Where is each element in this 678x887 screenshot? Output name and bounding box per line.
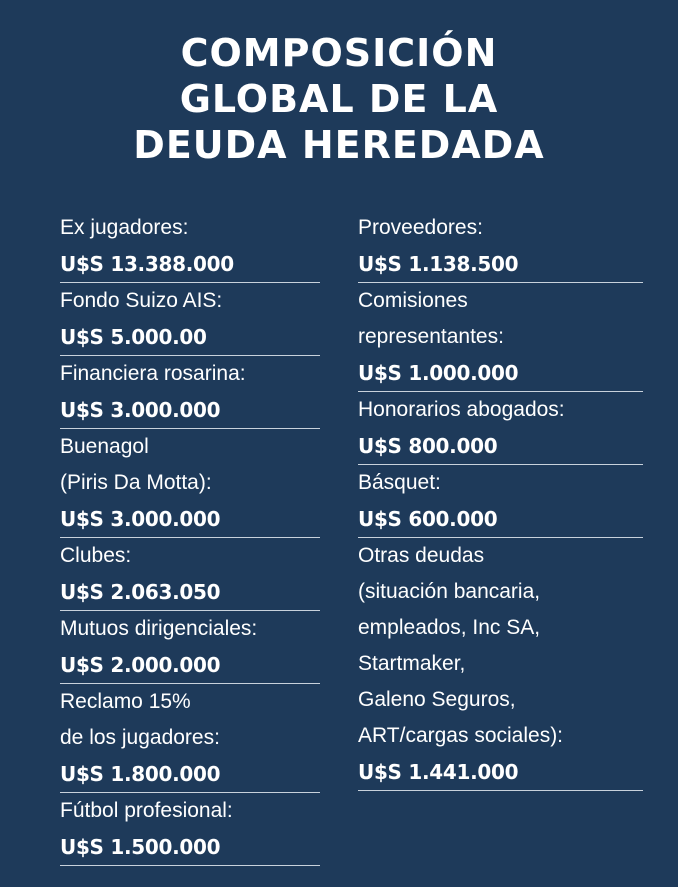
debt-item-futbol-profesional: [60, 793, 320, 866]
debt-label-line: Reclamo 15%: [60, 690, 191, 713]
debt-amount: U$S 5.000.00: [60, 325, 207, 349]
debt-list-right: [358, 210, 643, 791]
debt-amount: U$S 1.500.000: [60, 835, 221, 859]
debt-amount: U$S 1.000.000: [358, 361, 519, 385]
debt-label-line: Honorarios abogados:: [358, 398, 565, 421]
debt-label-line: Startmaker,: [358, 652, 466, 675]
debt-label-line: Mutuos dirigenciales:: [60, 617, 258, 640]
debt-item-basquet: [358, 465, 643, 538]
title-line: COMPOSICIÓN: [180, 31, 498, 75]
debt-amount: U$S 2.063.050: [60, 580, 221, 604]
debt-item-reclamo-jugadores: [60, 684, 320, 793]
debt-label-line: representantes:: [358, 325, 504, 348]
debt-label-line: Fútbol profesional:: [60, 799, 233, 822]
debt-label-line: de los jugadores:: [60, 726, 220, 749]
debt-label-line: Buenagol: [60, 435, 149, 458]
debt-label: [60, 356, 320, 392]
debt-label: [358, 210, 643, 246]
debt-item-otras-deudas: [358, 538, 643, 791]
debt-label-line: Clubes:: [60, 544, 132, 567]
debt-amount: U$S 600.000: [358, 507, 498, 531]
title-line: GLOBAL DE LA: [179, 77, 499, 121]
page-title: [0, 30, 678, 168]
debt-label: [358, 538, 643, 754]
debt-label-line: Financiera rosarina:: [60, 362, 246, 385]
title-line: DEUDA HEREDADA: [133, 123, 545, 167]
debt-amount: U$S 1.800.000: [60, 762, 221, 786]
debt-item-ex-jugadores: [60, 210, 320, 283]
debt-label-line: empleados, Inc SA,: [358, 616, 541, 639]
debt-label: [60, 283, 320, 319]
debt-label: [358, 392, 643, 428]
debt-item-financiera-rosarina: [60, 356, 320, 429]
debt-label: [60, 538, 320, 574]
debt-label-line: Comisiones: [358, 289, 468, 312]
debt-label-line: Ex jugadores:: [60, 216, 189, 239]
debt-label-line: (Piris Da Motta):: [60, 471, 212, 494]
debt-label-line: Otras deudas: [358, 544, 485, 567]
debt-label: [60, 611, 320, 647]
debt-item-clubes: [60, 538, 320, 611]
debt-label: [358, 283, 643, 355]
debt-label-line: Básquet:: [358, 471, 441, 494]
debt-label-line: (situación bancaria,: [358, 580, 541, 603]
debt-label-line: Proveedores:: [358, 216, 483, 239]
debt-label-line: Galeno Seguros,: [358, 688, 516, 711]
debt-label-line: Fondo Suizo AIS:: [60, 289, 223, 312]
debt-item-comisiones-representantes: [358, 283, 643, 392]
debt-item-honorarios-abogados: [358, 392, 643, 465]
debt-item-proveedores: [358, 210, 643, 283]
debt-amount: U$S 800.000: [358, 434, 498, 458]
debt-item-buenagol: [60, 429, 320, 538]
debt-amount: U$S 1.138.500: [358, 252, 519, 276]
debt-amount: U$S 1.441.000: [358, 760, 519, 784]
debt-item-fondo-suizo: [60, 283, 320, 356]
debt-amount: U$S 2.000.000: [60, 653, 221, 677]
debt-label: [60, 684, 320, 756]
debt-label: [60, 210, 320, 246]
debt-label: [60, 429, 320, 501]
debt-amount: U$S 3.000.000: [60, 398, 221, 422]
debt-label: [358, 465, 643, 501]
debt-item-mutuos-dirigenciales: [60, 611, 320, 684]
debt-label: [60, 793, 320, 829]
debt-label-line: ART/cargas sociales):: [358, 724, 564, 747]
debt-amount: U$S 3.000.000: [60, 507, 221, 531]
debt-list-left: [60, 210, 320, 866]
debt-amount: U$S 13.388.000: [60, 252, 234, 276]
